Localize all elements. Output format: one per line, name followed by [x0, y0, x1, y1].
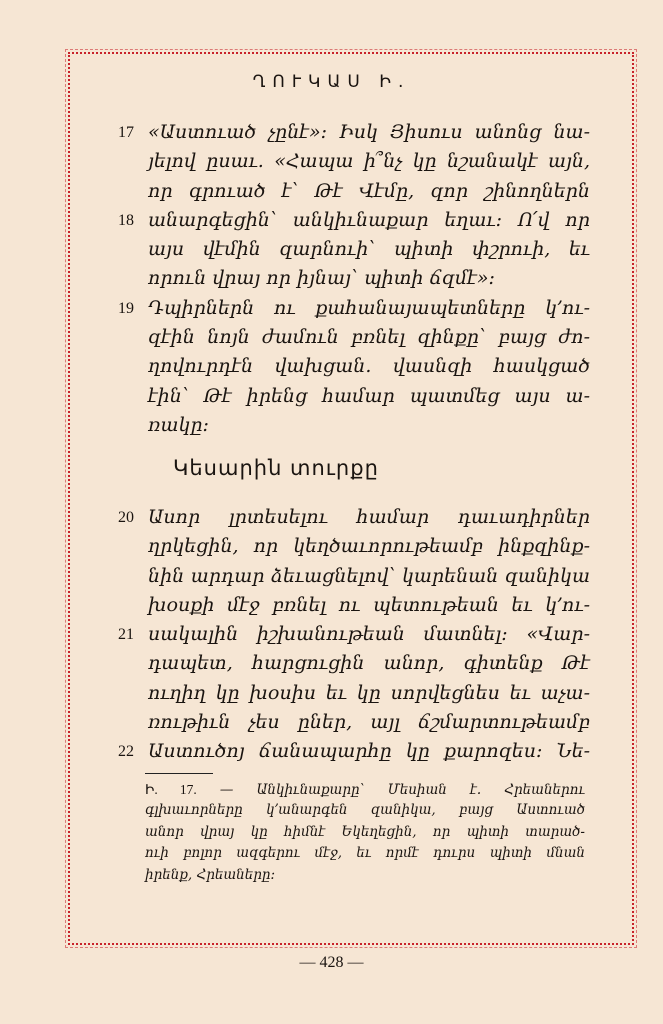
verse-text: խօսքի մէջ բռնել ու պետութեան եւ կ՚ու-: [148, 593, 590, 616]
verse-text: Դպիրներն ու քահանայապետները կ՚ու-: [148, 296, 590, 319]
verse-text: Ասոր լրտեսելու համար դաւադիրներ: [148, 506, 590, 528]
verse-line: [118, 620, 590, 649]
footnote: [145, 779, 585, 886]
verse-text: որ գրուած է՝ Թէ Վէմը, զոր շինողներն: [148, 179, 590, 202]
verse-line: [118, 503, 590, 532]
verse-text: անարգեցին՝ անկիւնաքար եղաւ։ Ո՛վ որ: [148, 208, 590, 231]
verse-line: [148, 591, 590, 620]
verse-line: [148, 264, 590, 293]
verse-text: էին՝ Թէ իրենց համար պատմեց այս ա-: [148, 384, 590, 407]
verse-line: [118, 737, 590, 766]
footnote-divider: [145, 773, 213, 774]
footnote-reference: Ի. 17.: [145, 782, 197, 797]
verse-text: այս վէմին զարնուի՝ պիտի փշրուի, եւ: [148, 238, 590, 261]
verse-line: [118, 118, 590, 147]
verse-text: ռակը։: [148, 413, 209, 436]
verse-number: 19: [118, 299, 134, 317]
page-number: — 428 —: [299, 954, 364, 971]
verse-number: 18: [118, 211, 134, 229]
footnote-line: գլխաւորները կ՚անարգեն զանիկա, բայց Աստուած: [145, 802, 585, 819]
verse-line: [148, 649, 590, 678]
verses-block-1: [118, 118, 590, 440]
verse-text: դապետ, հարցուցին անոր, գիտենք Թէ: [148, 652, 590, 675]
verse-number: 21: [118, 626, 134, 644]
verse-line: [148, 177, 590, 206]
running-header: ՂՈՒԿԱՍ Ի.: [252, 72, 411, 92]
verse-line: [148, 411, 590, 440]
footnote-line: ուի բոլոր ազգերու մէջ, եւ որմէ դուրս պիտի մնան: [145, 845, 585, 862]
verse-text: Աստուծոյ ճանապարհը կը քարոզես։ Նե-: [148, 740, 590, 763]
footnote-line: [145, 779, 585, 800]
footnote-line: իրենք, Հրեաները։: [145, 866, 276, 883]
verse-line: [148, 562, 590, 591]
verse-text: յելով ըսաւ. «Հապա ի՞նչ կը նշանակէ այն,: [148, 150, 590, 173]
verse-line: [148, 235, 590, 264]
verse-text: սակալին իշխանութեան մատնել։ «Վար-: [148, 623, 590, 646]
verse-text: նին արդար ձեւացնելով՝ կարենան զանիկա: [148, 564, 590, 587]
section-subheading: Կեսարին տուրքը: [173, 456, 379, 480]
verse-line: [118, 206, 590, 235]
verse-number: 20: [118, 509, 134, 526]
verse-text: զէին նոյն ժամուն բռնել զինքը՝ բայց ժո-: [148, 326, 590, 349]
verse-line: [148, 323, 590, 352]
verse-text: ռութիւն չես ըներ, այլ ճշմարտութեամբ: [148, 711, 590, 734]
verse-line: [148, 382, 590, 411]
verse-text: «Աստուած չընէ»։ Իսկ Յիսուս անոնց նա-: [148, 121, 590, 143]
verse-line: [148, 708, 590, 737]
verse-line: [148, 352, 590, 381]
verse-text: որուն վրայ որ իյնայ՝ պիտի ճզմէ»։: [148, 267, 496, 290]
footnote-text: — Անկիւնաքարը՝ Մեսիան է. Հրեաներու: [219, 782, 585, 798]
verse-number: 17: [118, 124, 134, 141]
verse-text: ղրկեցին, որ կեղծաւորութեամբ ինքզինք-: [148, 535, 590, 558]
verse-line: [148, 679, 590, 708]
verse-text: ղովուրդէն վախցան. վասնզի հասկցած: [148, 355, 590, 378]
verse-line: [148, 532, 590, 561]
footnote-line: անոր վրայ կը հիմնէ Եկեղեցին, որ պիտի տարած-: [145, 823, 585, 840]
verse-number: 22: [118, 743, 134, 761]
verse-line: [118, 294, 590, 323]
verse-line: [148, 147, 590, 176]
verse-text: ուղիղ կը խօսիս եւ կը սորվեցնես եւ աչա-: [148, 681, 590, 704]
verses-block-2: [118, 503, 590, 767]
